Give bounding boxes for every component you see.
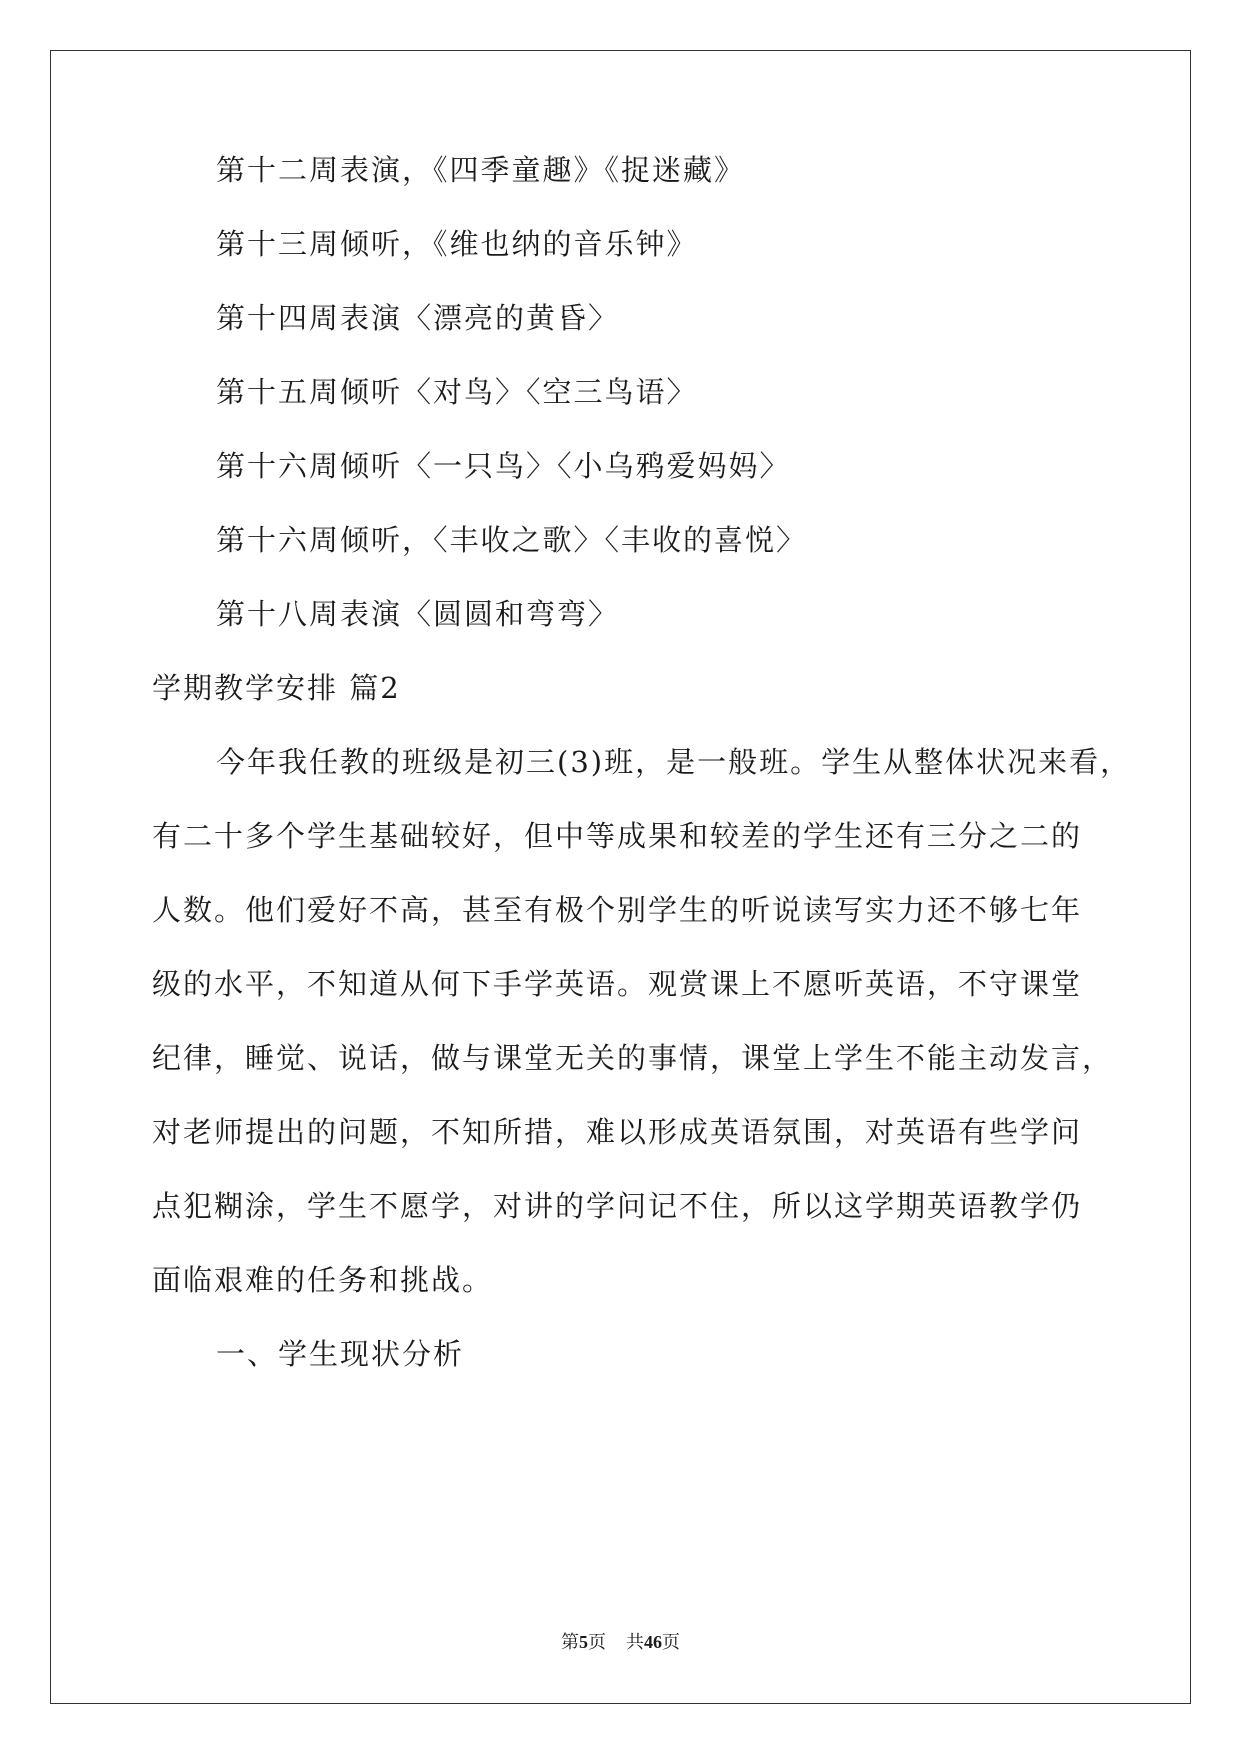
paragraph-line: 点犯糊涂，学生不愿学，对讲的学问记不住，所以这学期英语教学仍 [152,1189,1083,1223]
subheading: 一、学生现状分析 [216,1337,465,1371]
total-suffix: 页 [662,1632,680,1653]
schedule-line-week-12: 第十二周表演，《四季童趣》《捉迷藏》 [216,153,746,187]
schedule-line-week-13: 第十三周倾听，《维也纳的音乐钟》 [216,227,698,261]
paragraph-line: 纪律，睡觉、说话，做与课堂无关的事情，课堂上学生不能主动发言， [152,1041,1114,1075]
paragraph-line: 今年我任教的班级是初三(3)班，是一般班。学生从整体状况来看， [216,745,1132,779]
page-border [50,50,1191,1704]
paragraph-line: 人数。他们爱好不高，甚至有极个别学生的听说读写实力还不够七年 [152,893,1083,927]
schedule-line-week-18: 第十八周表演〈圆圆和弯弯〉 [216,597,620,631]
schedule-line-week-16b: 第十六周倾听，〈丰收之歌〉〈丰收的喜悦〉 [216,523,808,557]
section-title: 学期教学安排 篇2 [152,671,401,705]
schedule-line-week-16a: 第十六周倾听〈一只鸟〉〈小乌鸦爱妈妈〉 [216,449,791,483]
page-footer [0,1630,1241,1655]
paragraph-line: 有二十多个学生基础较好，但中等成果和较差的学生还有三分之二的 [152,819,1083,853]
total-pages: 46 [644,1632,662,1652]
paragraph-line: 面临艰难的任务和挑战。 [152,1263,494,1297]
schedule-line-week-15: 第十五周倾听〈对鸟〉〈空三鸟语〉 [216,375,698,409]
page-prefix: 第 [561,1632,579,1653]
page-suffix: 页 [588,1632,606,1653]
total-prefix: 共 [626,1632,644,1653]
paragraph-line: 对老师提出的问题，不知所措，难以形成英语氛围，对英语有些学问 [152,1115,1083,1149]
page-number: 5 [579,1632,588,1652]
schedule-line-week-14: 第十四周表演〈漂亮的黄昏〉 [216,301,620,335]
paragraph-line: 级的水平，不知道从何下手学英语。观赏课上不愿听英语，不守课堂 [152,967,1083,1001]
